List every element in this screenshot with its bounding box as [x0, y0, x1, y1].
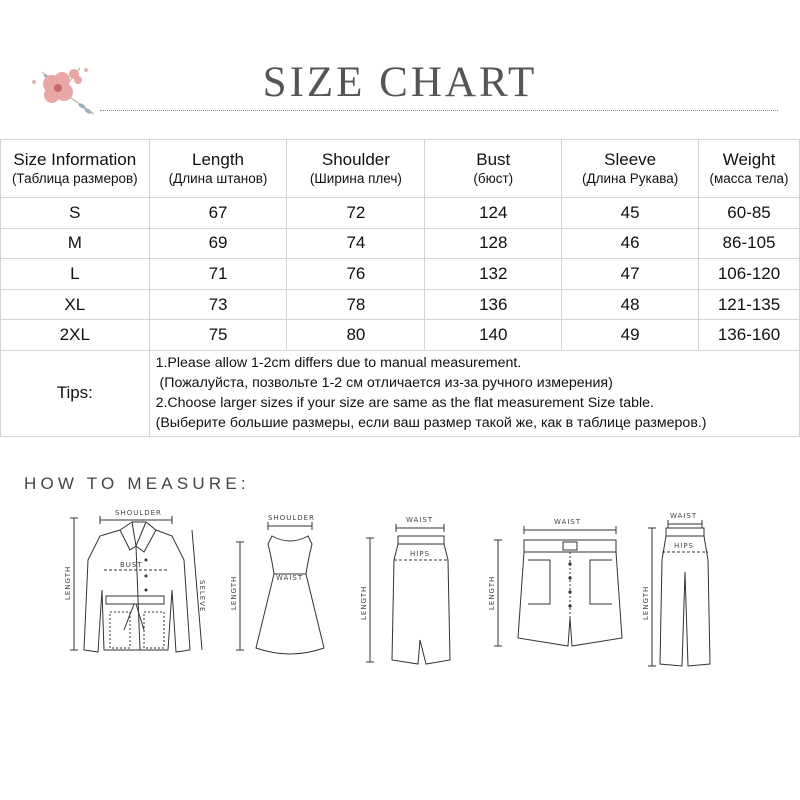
length-label: LENGTH — [64, 565, 72, 600]
table-cell: 46 — [562, 228, 699, 259]
table-header-row — [1, 140, 800, 198]
table-cell: 136 — [425, 289, 562, 320]
page-title: SIZE CHART — [262, 59, 538, 106]
table-cell: S — [1, 198, 150, 229]
table-cell: 69 — [149, 228, 287, 259]
tip-line: 1.Please allow 1-2cm differs due to manual measurement. — [155, 355, 522, 372]
table-cell: 67 — [149, 198, 287, 229]
length-label: LENGTH — [360, 585, 368, 620]
sleeve-label: SELEVE — [198, 580, 206, 613]
flower-decoration — [22, 62, 102, 120]
hips-label: HIPS — [410, 550, 430, 558]
table-row — [1, 228, 800, 259]
skirt-measure-diagram — [348, 500, 458, 680]
dress-measure-diagram — [228, 500, 338, 680]
shoulder-label: SHOULDER — [268, 514, 315, 522]
waist-label: WAIST — [276, 574, 304, 582]
table-cell: 75 — [149, 320, 287, 351]
table-cell: 73 — [149, 289, 287, 320]
table-cell: 72 — [287, 198, 425, 229]
column-header-length: Length (Длина штанов) — [149, 140, 287, 198]
jacket-measure-diagram — [60, 500, 210, 680]
table-row — [1, 320, 800, 351]
column-header-shoulder: Shoulder (Ширина плеч) — [287, 140, 425, 198]
table-cell: M — [1, 228, 150, 259]
column-header-weight: Weight (масса тела) — [699, 140, 800, 198]
tip-line: (Пожалуйста, позвольте 1-2 см отличается из-за ручного измерения) — [155, 375, 613, 392]
table-cell: 47 — [562, 259, 699, 290]
table-cell: 76 — [287, 259, 425, 290]
waist-label: WAIST — [406, 516, 434, 524]
table-cell: 45 — [562, 198, 699, 229]
tip-line: 2.Choose larger sizes if your size are same as the flat measurement Size table. — [155, 395, 654, 412]
shorts-measure-diagram — [488, 500, 638, 680]
column-header-bust: Bust (бюст) — [425, 140, 562, 198]
table-cell: 2XL — [1, 320, 150, 351]
table-cell: 136-160 — [699, 320, 800, 351]
waist-label: WAIST — [670, 512, 698, 520]
length-label: LENGTH — [642, 585, 650, 620]
table-cell: 140 — [425, 320, 562, 351]
tips-text — [149, 350, 799, 436]
length-label: LENGTH — [488, 575, 496, 610]
table-cell: 121-135 — [699, 289, 800, 320]
table-cell: 106-120 — [699, 259, 800, 290]
trousers-measure-diagram — [640, 500, 740, 680]
table-row — [1, 289, 800, 320]
size-table — [0, 139, 800, 437]
table-cell: XL — [1, 289, 150, 320]
tips-label: Tips: — [1, 350, 150, 436]
table-cell: 86-105 — [699, 228, 800, 259]
table-cell: 78 — [287, 289, 425, 320]
table-cell: 124 — [425, 198, 562, 229]
table-row — [1, 198, 800, 229]
table-cell: 80 — [287, 320, 425, 351]
table-cell: L — [1, 259, 150, 290]
table-row — [1, 259, 800, 290]
table-cell: 74 — [287, 228, 425, 259]
table-cell: 71 — [149, 259, 287, 290]
tip-line: (Выберите большие размеры, если ваш размер такой же, как в таблице размеров.) — [155, 415, 707, 432]
title-divider — [100, 110, 778, 111]
column-header-sleeve: Sleeve (Длина Рукава) — [562, 140, 699, 198]
table-cell: 128 — [425, 228, 562, 259]
shoulder-label: SHOULDER — [115, 509, 162, 517]
length-label: LENGTH — [230, 575, 238, 610]
tips-row — [1, 350, 800, 436]
bust-label: BUST — [120, 561, 143, 569]
table-cell: 48 — [562, 289, 699, 320]
column-header-size: Size Information (Таблица размеров) — [1, 140, 150, 198]
hips-label: HIPS — [674, 542, 694, 550]
table-cell: 60-85 — [699, 198, 800, 229]
table-cell: 132 — [425, 259, 562, 290]
how-to-measure-title: HOW TO MEASURE: — [24, 474, 250, 493]
table-cell: 49 — [562, 320, 699, 351]
waist-label: WAIST — [554, 518, 582, 526]
